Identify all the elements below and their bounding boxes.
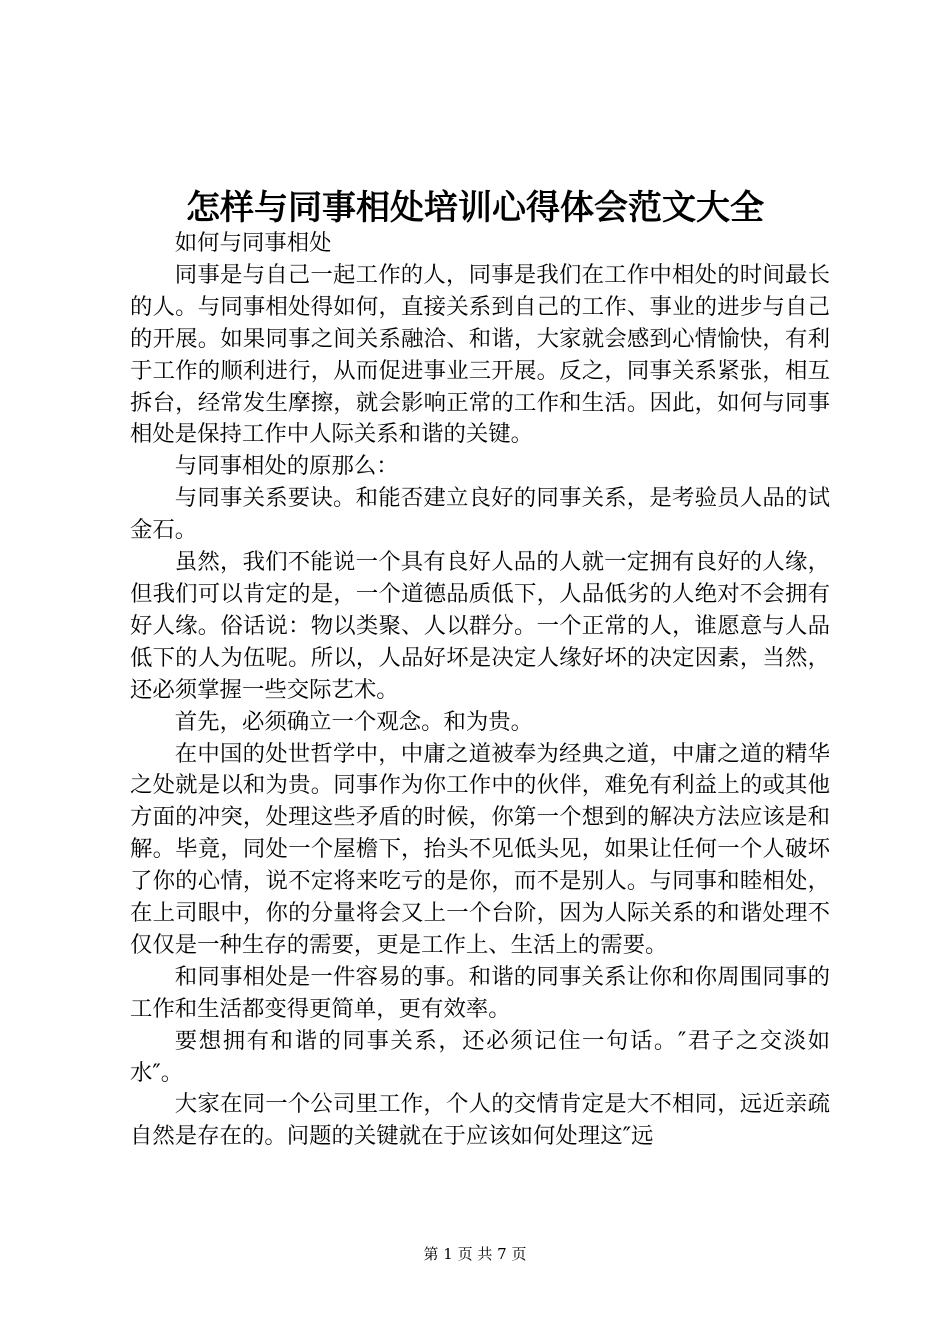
document-body: [130, 228, 830, 1153]
paragraph: 要想拥有和谐的同事关系，还必须记住一句话。″君子之交淡如水″。: [130, 1027, 830, 1086]
paragraph: 如何与同事相处: [174, 230, 332, 256]
paragraph: 首先，必须确立一个观念。和为贵。: [174, 708, 534, 735]
paragraph: 虽然，我们不能说一个具有良好人品的人就一定拥有良好的人缘，但我们可以肯定的是，一个道德品质低下，人品低劣的人绝对不会拥有好人缘。俗话说：物以类聚、人以群分。一个正常的人，谁愿意与人品低下的人为伍呢。所以，人品好坏是决定人缘好坏的决定因素，当然，还必须掌握一些交际艺术。: [130, 549, 830, 703]
paragraph: 大家在同一个公司里工作，个人的交情肯定是大不相同，远近亲疏自然是存在的。问题的关键就在于应该如何处理这″远: [130, 1091, 830, 1150]
page-number-footer: 第 1 页 共 7 页: [423, 1245, 527, 1263]
document-title: 怎样与同事相处培训心得体会范文大全: [186, 188, 764, 228]
paragraph: 和同事相处是一件容易的事。和谐的同事关系让你和你周围同事的工作和生活都变得更简单，更有效率。: [130, 963, 830, 1022]
paragraph: 与同事相处的原那么：: [174, 453, 399, 480]
paragraph: 与同事关系要诀。和能否建立良好的同事关系，是考验员人品的试金石。: [130, 485, 830, 544]
paragraph: 在中国的处世哲学中，中庸之道被奉为经典之道，中庸之道的精华之处就是以和为贵。同事作为你工作中的伙伴，难免有利益上的或其他方面的冲突，处理这些矛盾的时候，你第一个想到的解决方法应该是和解。毕竟，同处一个屋檐下，抬头不见低头见，如果让任何一个人破坏了你的心情，说不定将来吃亏的是你，而不是别人。与同事和睦相处，在上司眼中，你的分量将会又上一个台阶，因为人际关系的和谐处理不仅仅是一种生存的需要，更是工作上、生活上的需要。: [130, 740, 830, 958]
paragraph: 同事是与自己一起工作的人，同事是我们在工作中相处的时间最长的人。与同事相处得如何，直接关系到自己的工作、事业的进步与自己的开展。如果同事之间关系融洽、和谐，大家就会感到心情愉快，有利于工作的顺利进行，从而促进事业三开展。反之，同事关系紧张，相互拆台，经常发生摩擦，就会影响正常的工作和生活。因此，如何与同事相处是保持工作中人际关系和谐的关键。: [130, 261, 830, 448]
